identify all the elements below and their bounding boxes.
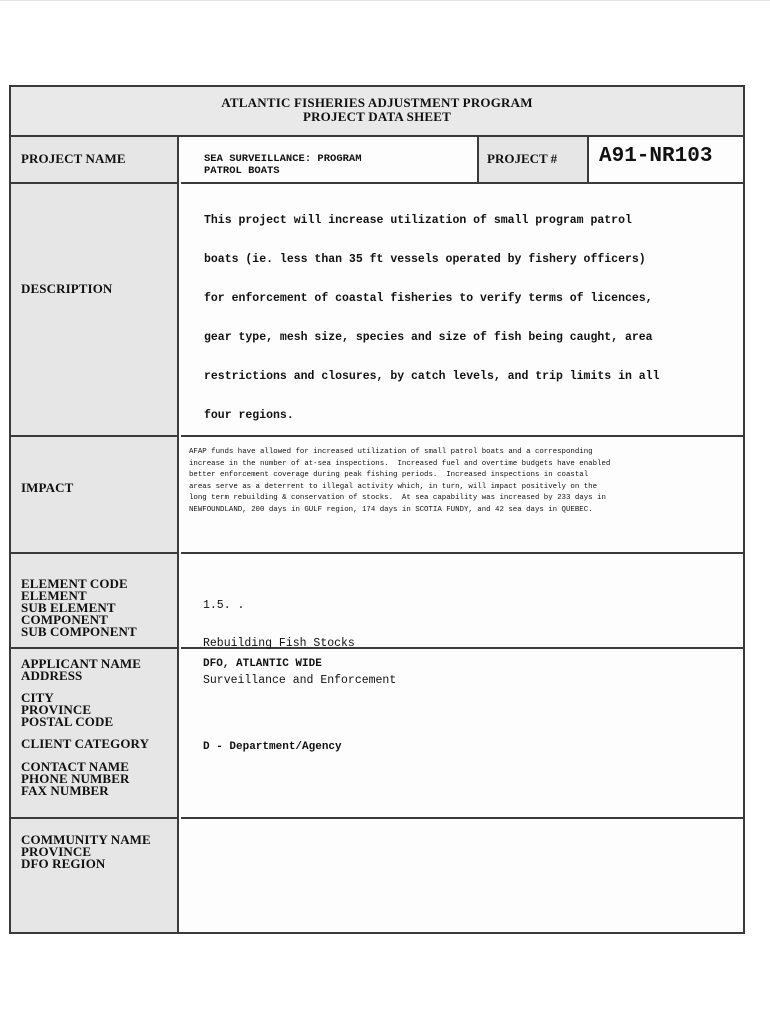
community-province-label: PROVINCE: [21, 844, 92, 859]
element-code-value: 1.5. .: [203, 599, 245, 612]
applicant-label-cell: [11, 649, 179, 819]
description-line: restrictions and closures, by catch levels, and trip limits in all: [204, 370, 660, 383]
project-name-line2: PATROL BOATS: [204, 165, 280, 177]
postal-code-label: POSTAL CODE: [21, 714, 114, 729]
scan-edge-line: [0, 0, 770, 1]
project-name-label-cell: [11, 137, 179, 184]
impact-line: NEWFOUNDLAND, 200 days in GULF region, 174 days in SCOTIA FUNDY, and 42 sea days in QUEBEC.: [189, 505, 593, 514]
project-data-sheet: [9, 85, 745, 934]
program-title: ATLANTIC FISHERIES ADJUSTMENT PROGRAM: [221, 95, 533, 110]
sub-element-label: SUB ELEMENT: [21, 600, 116, 615]
description-text: [204, 188, 659, 448]
impact-line: AFAP funds have allowed for increased utilization of small patrol boats and a corresponding: [189, 448, 593, 456]
project-name-line1: SEA SURVEILLANCE: PROGRAM: [204, 153, 362, 165]
description-line: boats (ie. less than 35 ft vessels operated by fishery officers): [204, 253, 646, 266]
dfo-region-label: DFO REGION: [21, 856, 106, 871]
impact-line: increase in the number of at-sea inspections. Increased fuel and overtime budgets have enabled: [189, 459, 611, 468]
impact-line: long term rebuilding & conservation of stocks. At sea capability was increased by 233 days in: [189, 494, 606, 503]
description-line: gear type, mesh size, species and size of fish being caught, area: [204, 331, 653, 344]
project-number-label-cell: [479, 137, 589, 184]
phone-number-label: PHONE NUMBER: [21, 771, 130, 786]
element-label-cell: [11, 554, 179, 649]
project-number-value-cell: [589, 137, 743, 184]
province-label: PROVINCE: [21, 702, 92, 717]
impact-line: better enforcement coverage during peak fishing periods. Increased inspections in coastal: [189, 471, 589, 480]
description-value-cell: [181, 184, 743, 437]
address-label: ADDRESS: [21, 668, 83, 683]
fax-number-label: FAX NUMBER: [21, 783, 109, 798]
community-label-cell: [11, 819, 179, 932]
description-line: This project will increase utilization of small program patrol: [204, 214, 632, 227]
sub-element-value: Surveillance and Enforcement: [203, 674, 397, 687]
description-line: for enforcement of coastal fisheries to verify terms of licences,: [204, 292, 653, 305]
project-name-value-cell: [181, 137, 479, 184]
description-label: DESCRIPTION: [21, 281, 113, 296]
component-label: COMPONENT: [21, 612, 108, 627]
client-category-label: CLIENT CATEGORY: [21, 736, 150, 751]
element-value: Rebuilding Fish Stocks: [203, 636, 355, 650]
applicant-value-cell: [181, 649, 743, 819]
community-value-cell: [181, 819, 743, 932]
contact-name-label: CONTACT NAME: [21, 759, 129, 774]
community-name-label: COMMUNITY NAME: [21, 832, 151, 847]
impact-value-cell: [181, 437, 743, 554]
impact-line: areas serve as a deterrent to illegal activity which, in turn, will impact positively on the: [189, 482, 598, 491]
project-number: A91-NR103: [599, 145, 713, 168]
project-name-label: PROJECT NAME: [21, 151, 126, 166]
description-label-cell: [11, 184, 179, 437]
impact-label-cell: [11, 437, 179, 554]
applicant-name-value: DFO, ATLANTIC WIDE: [203, 658, 322, 670]
sheet-header: [11, 87, 743, 137]
client-category-value: D - Department/Agency: [203, 741, 342, 753]
applicant-name-label: APPLICANT NAME: [21, 656, 141, 671]
element-label: ELEMENT: [21, 588, 87, 603]
project-number-label: PROJECT #: [487, 151, 558, 166]
element-code-label: ELEMENT CODE: [21, 576, 128, 591]
sheet-title: PROJECT DATA SHEET: [302, 109, 452, 124]
impact-text: [181, 437, 743, 517]
impact-label: IMPACT: [21, 480, 74, 495]
sub-component-label: SUB COMPONENT: [21, 624, 137, 639]
city-label: CITY: [21, 690, 54, 705]
description-line: four regions.: [204, 409, 294, 422]
